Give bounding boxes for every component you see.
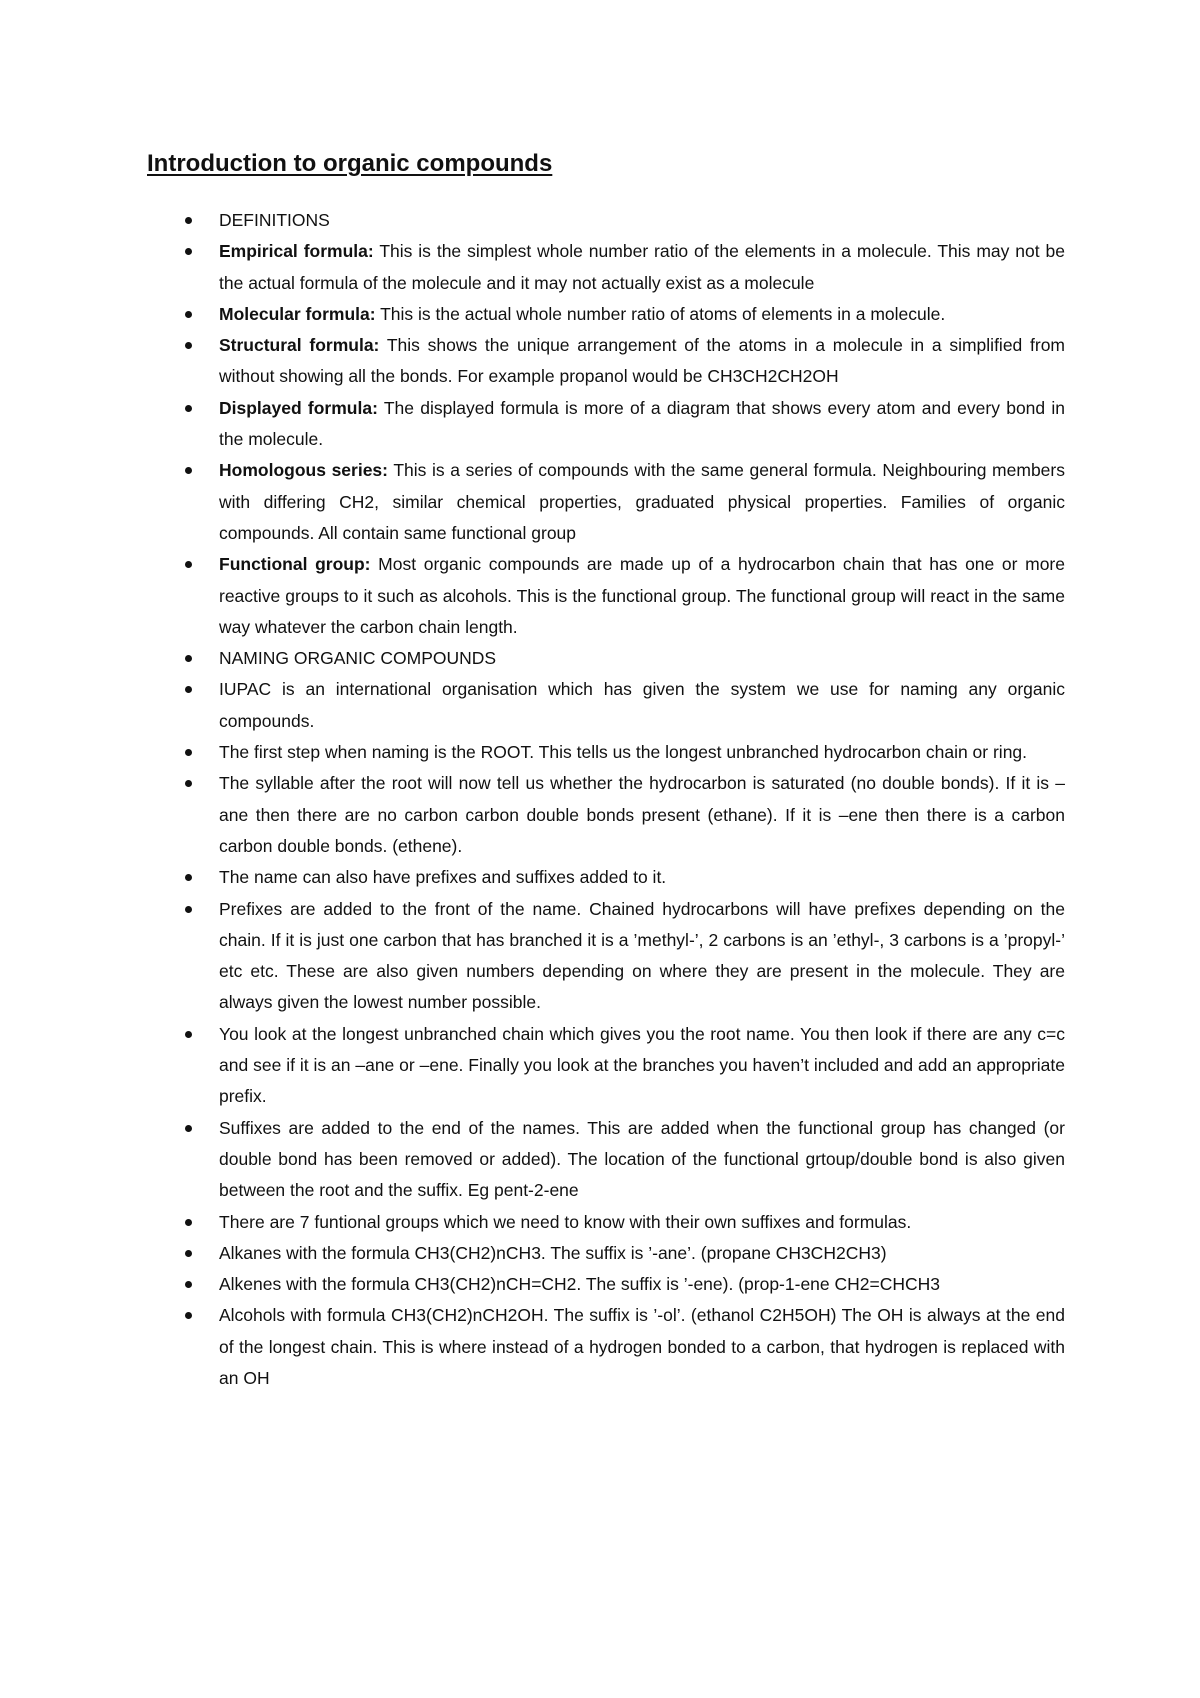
list-item — [185, 1207, 1065, 1238]
item-text: IUPAC is an international organisation which has given the system we use for naming any organic compounds. — [219, 679, 1065, 731]
bullet-icon — [185, 686, 192, 693]
item-text: Prefixes are added to the front of the name. Chained hydrocarbons will have prefixes depending on the chain. If it is just one carbon that has branched it is a ’methyl-’, 2 carbons is an ’ethyl-, 3 carbons is a ’propyl-’ etc etc. These are also given numbers depending on where they are present in the molecule. They are always given the lowest number possible. — [219, 898, 1065, 1013]
list-item — [185, 674, 1065, 737]
term-label: Structural formula: — [219, 335, 380, 356]
item-text: Suffixes are added to the end of the names. This are added when the functional group has changed (or double bond has been removed or added). The location of the functional grtoup/double bond is also given between the root and the suffix. Eg pent-2-ene — [219, 1117, 1065, 1201]
item-text: Most organic compounds are made up of a hydrocarbon chain that has one or more reactive groups to it such as alcohols. This is the functional group. The functional group will react in the same way whatever the carbon chain length. — [219, 554, 1065, 637]
list-item — [185, 894, 1065, 1019]
list-item — [185, 768, 1065, 862]
list-item — [185, 1113, 1065, 1207]
item-text: You look at the longest unbranched chain which gives you the root name. You then look if there are any c=c and see if it is an –ane or –ene. Finally you look at the branches you haven’t included and add an appropriate prefix. — [219, 1023, 1065, 1107]
item-text: The syllable after the root will now tell us whether the hydrocarbon is saturated (no double bonds). If it is –ane then there are no carbon carbon double bonds present (ethane). If it is –ene then there is a carbon carbon double bonds. (ethene). — [219, 773, 1065, 856]
bullet-icon — [185, 655, 192, 662]
bullet-icon — [185, 217, 192, 224]
term-label: Molecular formula: — [219, 303, 376, 324]
item-text: The name can also have prefixes and suffixes added to it. — [219, 867, 667, 888]
term-label: Displayed formula: — [219, 397, 378, 418]
bullet-icon — [185, 342, 192, 349]
bullet-icon — [185, 1031, 192, 1038]
bullet-icon — [185, 1250, 192, 1257]
term-label: Functional group: — [219, 554, 371, 575]
bullet-icon — [185, 561, 192, 568]
term-label: Homologous series: — [219, 460, 388, 481]
list-item — [185, 1300, 1065, 1394]
item-text: This is a series of compounds with the same general formula. Neighbouring members with differing CH2, similar chemical properties, graduated physical properties. Families of organic compounds. All contain same functional group — [219, 460, 1065, 543]
list-item — [185, 643, 1065, 674]
list-item — [185, 1019, 1065, 1113]
list-item — [185, 299, 1065, 330]
list-item — [185, 1238, 1065, 1269]
bullet-icon — [185, 1281, 192, 1288]
bullet-icon — [185, 780, 192, 787]
bullet-icon — [185, 906, 192, 913]
item-text: Alkenes with the formula CH3(CH2)nCH=CH2. The suffix is ’-ene). (prop-1-ene CH2=CHCH3 — [219, 1274, 941, 1295]
bullet-icon — [185, 405, 192, 412]
term-label: Empirical formula: — [219, 241, 374, 262]
bullet-icon — [185, 749, 192, 756]
item-text: There are 7 funtional groups which we need to know with their own suffixes and formulas. — [219, 1211, 912, 1232]
list-item — [185, 205, 1065, 236]
list-item — [185, 455, 1065, 549]
list-item — [185, 393, 1065, 456]
item-text: This shows the unique arrangement of the atoms in a molecule in a simplified from without showing all the bonds. For example propanol would be CH3CH2CH2OH — [219, 335, 1066, 387]
list-item — [185, 330, 1065, 393]
bullet-icon — [185, 1312, 192, 1319]
item-text: DEFINITIONS — [219, 210, 330, 230]
item-text: Alcohols with formula CH3(CH2)nCH2OH. The suffix is ’-ol’. (ethanol C2H5OH) The OH is always at the end of the longest chain. This is where instead of a hydrogen bonded to a carbon, that hydrogen is replaced with an OH — [219, 1305, 1065, 1388]
list-item — [185, 1269, 1065, 1300]
item-text: Alkanes with the formula CH3(CH2)nCH3. The suffix is ’-ane’. (propane CH3CH2CH3) — [219, 1242, 887, 1263]
item-text: This is the actual whole number ratio of atoms of elements in a molecule. — [380, 303, 946, 324]
item-text: This is the simplest whole number ratio of the elements in a molecule. This may not be the actual formula of the molecule and it may not actually exist as a molecule — [219, 241, 1065, 293]
bullet-icon — [185, 467, 192, 474]
item-text: NAMING ORGANIC COMPOUNDS — [219, 648, 497, 669]
item-text: The displayed formula is more of a diagram that shows every atom and every bond in the molecule. — [219, 397, 1065, 450]
bullet-icon — [185, 874, 192, 881]
list-item — [185, 862, 1065, 893]
list-item — [185, 236, 1065, 299]
list-item — [185, 549, 1065, 643]
bullet-icon — [185, 311, 192, 318]
list-item — [185, 737, 1065, 768]
page-title: Introduction to organic compounds — [147, 150, 553, 177]
bullet-list — [185, 205, 1065, 1394]
bullet-icon — [185, 248, 192, 255]
item-text: The first step when naming is the ROOT. This tells us the longest unbranched hydrocarbon chain or ring. — [219, 742, 1028, 763]
bullet-icon — [185, 1125, 192, 1132]
bullet-icon — [185, 1219, 192, 1226]
